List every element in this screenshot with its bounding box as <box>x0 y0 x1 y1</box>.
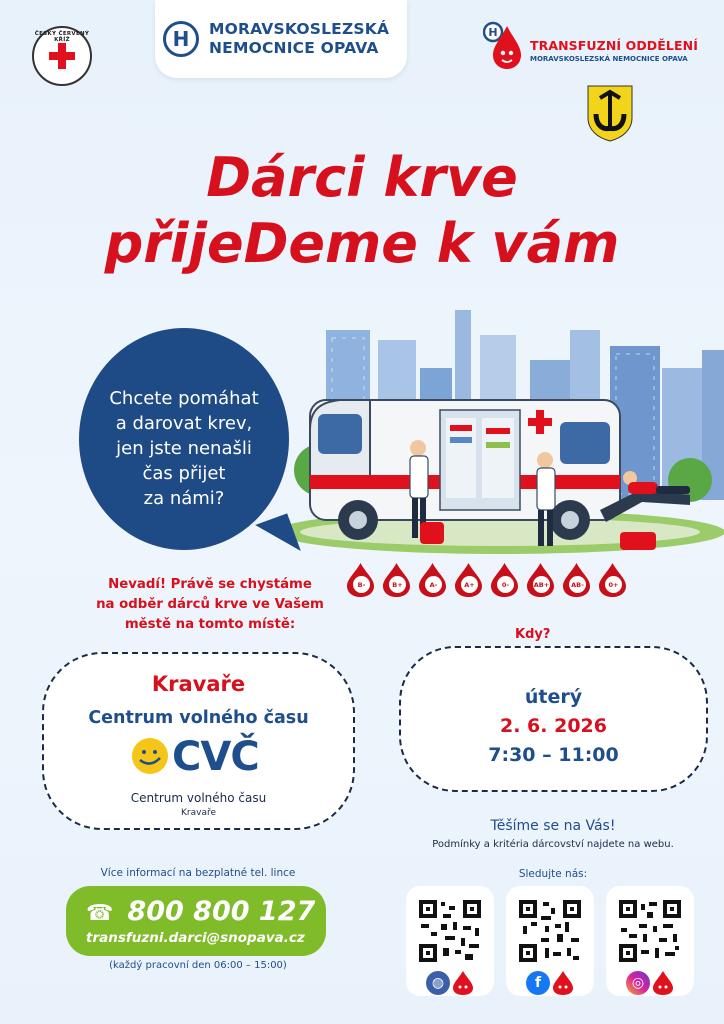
headline <box>0 145 724 277</box>
location-place: Centrum volného času <box>88 708 309 728</box>
qr-card-instagram[interactable] <box>606 886 694 996</box>
mobile-blood-unit-illustration <box>270 310 724 570</box>
transfusion-department-logo <box>463 14 713 84</box>
qr-code-icon <box>517 898 583 964</box>
blood-drop-icon <box>597 562 628 598</box>
red-cross-logo <box>32 26 92 86</box>
blood-drop-icon <box>561 562 592 598</box>
criteria-text: Podmínky a kritéria dárcovství najdete na webu. <box>432 839 674 850</box>
instagram-icon: ◎ <box>626 971 650 995</box>
blood-drop-icon <box>489 562 520 598</box>
cvc-logo-subtitle: Centrum volného času <box>130 791 267 805</box>
bubble-text <box>79 386 289 511</box>
cvc-logo-letters: CVČ <box>172 734 259 780</box>
blood-group-label: AB- <box>569 576 586 593</box>
blood-group-label: B- <box>353 576 370 593</box>
blood-group-label: A+ <box>461 576 478 593</box>
blood-group-label: B+ <box>389 576 406 593</box>
notice-text <box>60 575 360 635</box>
location-city: Kravaře <box>151 672 246 696</box>
qr-card-facebook[interactable] <box>506 886 594 996</box>
blood-drop-icon <box>525 562 556 598</box>
blood-group-label: 0+ <box>605 576 622 593</box>
event-day: úterý <box>524 686 583 708</box>
blood-drop-icon <box>381 562 412 598</box>
question-speech-bubble <box>79 328 289 550</box>
cvc-logo-town: Kravaře <box>181 808 216 818</box>
blood-drop-mascot-icon <box>652 970 674 996</box>
event-date: 2. 6. 2026 <box>500 715 607 737</box>
blood-group-label: 0- <box>497 576 514 593</box>
red-cross-text: ČESKÝ ČERVENÝ KŘÍŽ <box>34 31 90 43</box>
cvc-logo-text <box>172 734 259 780</box>
globe-icon: ◍ <box>426 971 450 995</box>
qr-code-icon <box>617 898 683 964</box>
qr-card-web[interactable] <box>406 886 494 996</box>
facebook-icon: f <box>526 971 550 995</box>
date-time-box <box>399 646 708 792</box>
follow-us-label: Sledujte nás: <box>518 868 588 880</box>
instagram-social-row <box>626 968 676 998</box>
location-box <box>42 652 355 830</box>
event-time: 7:30 – 11:00 <box>488 744 619 766</box>
bubble-line2: a darovat krev, <box>115 413 253 434</box>
blood-drop-mascot-icon <box>452 970 474 996</box>
qr-code-icon <box>417 898 483 964</box>
headline-line2: přijeDeme k vám <box>104 212 620 275</box>
headline-line1: Dárci krve <box>206 146 518 209</box>
looking-forward-text: Těšíme se na Vás! <box>490 818 616 834</box>
transfusion-title: TRANSFUZNÍ ODDĚLENÍ <box>530 38 698 53</box>
notice-line3: městě na tomto místě: <box>124 617 296 632</box>
hospital-name-line1: MORAVSKOSLEZSKÁ <box>209 20 390 38</box>
red-cross-icon <box>49 43 75 69</box>
blood-drop-logo-icon <box>483 20 523 70</box>
bubble-line3: jen jste nenašli <box>116 438 252 459</box>
phone-number[interactable]: 800 800 127 <box>127 896 316 927</box>
phone-number-row[interactable] <box>86 896 315 927</box>
bubble-line4: čas přijet <box>142 463 226 484</box>
hospital-name <box>209 20 389 58</box>
bubble-line5: za námi? <box>143 488 225 509</box>
svg-text:H: H <box>488 26 498 39</box>
info-line-label: Více informací na bezplatné tel. lince <box>100 867 296 879</box>
blood-drop-icon <box>417 562 448 598</box>
blood-group-drops <box>345 562 635 602</box>
blood-drop-mascot-icon <box>552 970 574 996</box>
contact-box <box>66 886 326 956</box>
phone-icon: ☎ <box>86 901 114 926</box>
transfusion-subtitle: MORAVSKOSLEZSKÁ NEMOCNICE OPAVA <box>530 55 688 63</box>
notice-line2: na odběr dárců krve ve Vašem <box>96 597 324 612</box>
blood-group-label: AB+ <box>533 576 550 593</box>
town-crest-icon <box>586 84 634 142</box>
blood-drop-icon <box>453 562 484 598</box>
facebook-social-row <box>526 968 576 998</box>
when-label: Kdy? <box>515 627 551 642</box>
web-social-row <box>426 968 476 998</box>
hospital-logo-icon: H <box>163 21 199 57</box>
email-link[interactable]: transfuzni.darci@snopava.cz <box>86 930 305 946</box>
hours-text: (každý pracovní den 06:00 – 15:00) <box>109 960 287 971</box>
hospital-header <box>155 0 407 78</box>
blood-group-label: A- <box>425 576 442 593</box>
notice-line1: Nevadí! Právě se chystáme <box>108 577 312 592</box>
bubble-line1: Chcete pomáhat <box>109 388 259 409</box>
hospital-name-line2: NEMOCNICE OPAVA <box>209 39 379 57</box>
